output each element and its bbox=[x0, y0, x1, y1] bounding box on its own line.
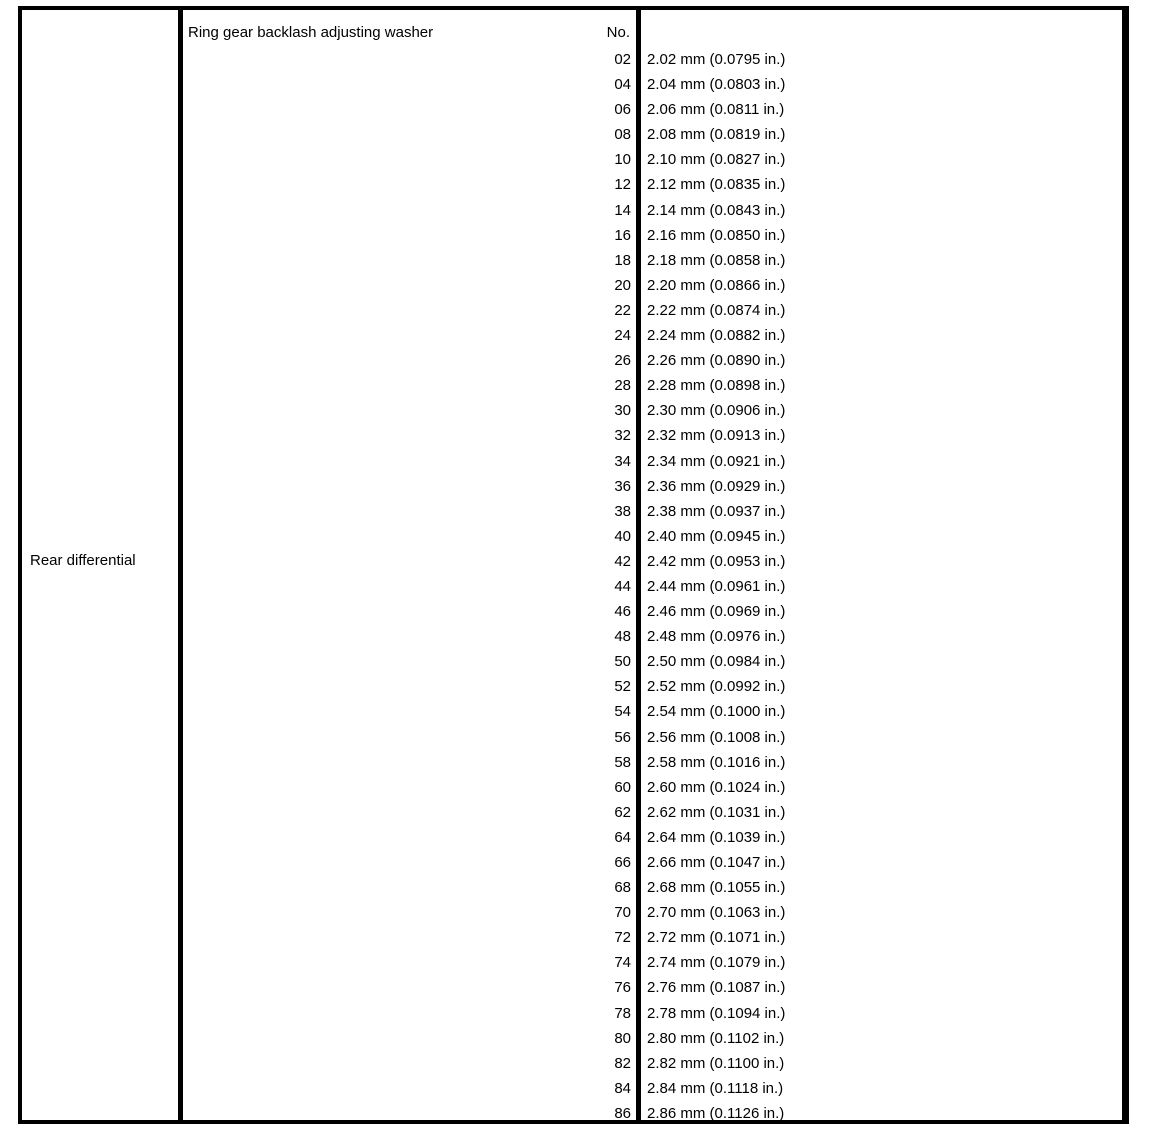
washer-thickness: 2.08 mm (0.0819 in.) bbox=[647, 126, 786, 144]
washer-thickness: 2.76 mm (0.1087 in.) bbox=[647, 979, 786, 997]
washer-number: 86 bbox=[614, 1104, 631, 1122]
washer-number: 76 bbox=[614, 979, 631, 997]
table-row bbox=[22, 423, 1125, 448]
table-row bbox=[22, 975, 1125, 1000]
table-row bbox=[22, 549, 1125, 574]
table-row bbox=[22, 47, 1125, 72]
washer-thickness: 2.66 mm (0.1047 in.) bbox=[647, 854, 786, 871]
washer-number: 60 bbox=[614, 778, 631, 796]
washer-number: 12 bbox=[614, 176, 631, 194]
washer-thickness: 2.86 mm (0.1126 in.) bbox=[647, 1104, 785, 1122]
washer-thickness: 2.64 mm (0.1039 in.) bbox=[647, 828, 786, 846]
table-row bbox=[22, 800, 1125, 825]
table-row bbox=[22, 248, 1125, 273]
washer-thickness: 2.52 mm (0.0992 in.) bbox=[647, 678, 786, 696]
table-row bbox=[22, 674, 1125, 699]
washer-number: 22 bbox=[614, 301, 631, 319]
washer-number: 36 bbox=[614, 477, 631, 495]
washer-number: 18 bbox=[614, 251, 631, 269]
washer-number: 02 bbox=[614, 51, 631, 68]
spec-table bbox=[18, 6, 1129, 1124]
washer-number: 40 bbox=[614, 527, 631, 545]
washer-thickness: 2.70 mm (0.1063 in.) bbox=[647, 904, 786, 922]
washer-number: 32 bbox=[614, 427, 631, 445]
washer-thickness: 2.60 mm (0.1024 in.) bbox=[647, 778, 786, 796]
washer-thickness: 2.30 mm (0.0906 in.) bbox=[647, 402, 786, 420]
washer-thickness: 2.06 mm (0.0811 in.) bbox=[647, 101, 785, 119]
washer-thickness: 2.50 mm (0.0984 in.) bbox=[647, 653, 786, 671]
table-row bbox=[22, 1026, 1125, 1051]
table-row bbox=[22, 875, 1125, 900]
washer-thickness: 2.46 mm (0.0969 in.) bbox=[647, 603, 786, 621]
washer-rows bbox=[22, 47, 1125, 1126]
table-row bbox=[22, 323, 1125, 348]
washer-number: 28 bbox=[614, 377, 631, 395]
table-row bbox=[22, 474, 1125, 499]
washer-number: 78 bbox=[614, 1004, 631, 1022]
table-row bbox=[22, 574, 1125, 599]
table-row bbox=[22, 147, 1125, 172]
washer-number: 04 bbox=[614, 76, 631, 94]
washer-number: 48 bbox=[614, 628, 631, 646]
table-row bbox=[22, 775, 1125, 800]
table-row bbox=[22, 198, 1125, 223]
washer-thickness: 2.56 mm (0.1008 in.) bbox=[647, 728, 786, 746]
washer-thickness: 2.72 mm (0.1071 in.) bbox=[647, 929, 786, 947]
washer-number: 26 bbox=[614, 352, 631, 370]
table-row bbox=[22, 1101, 1125, 1126]
washer-thickness: 2.54 mm (0.1000 in.) bbox=[647, 703, 786, 721]
washer-number: 46 bbox=[614, 603, 631, 621]
washer-thickness: 2.82 mm (0.1100 in.) bbox=[647, 1054, 785, 1072]
table-row bbox=[22, 172, 1125, 197]
washer-number: 08 bbox=[614, 126, 631, 144]
washer-thickness: 2.10 mm (0.0827 in.) bbox=[647, 151, 786, 169]
washer-thickness: 2.24 mm (0.0882 in.) bbox=[647, 327, 786, 345]
table-row bbox=[22, 1076, 1125, 1101]
washer-thickness: 2.22 mm (0.0874 in.) bbox=[647, 301, 786, 319]
table-row bbox=[22, 373, 1125, 398]
washer-thickness: 2.12 mm (0.0835 in.) bbox=[647, 176, 786, 194]
washer-number: 80 bbox=[614, 1029, 631, 1047]
washer-number: 84 bbox=[614, 1079, 631, 1097]
washer-number: 64 bbox=[614, 828, 631, 846]
washer-number: 72 bbox=[614, 929, 631, 947]
washer-thickness: 2.36 mm (0.0929 in.) bbox=[647, 477, 786, 495]
washer-thickness: 2.32 mm (0.0913 in.) bbox=[647, 427, 786, 445]
washer-number: 50 bbox=[614, 653, 631, 671]
washer-number: 30 bbox=[614, 402, 631, 420]
table-row bbox=[22, 1001, 1125, 1026]
washer-number: 58 bbox=[614, 753, 631, 771]
table-row bbox=[22, 725, 1125, 750]
washer-thickness: 2.38 mm (0.0937 in.) bbox=[647, 502, 786, 520]
table-row bbox=[22, 398, 1125, 423]
washer-number: 68 bbox=[614, 879, 631, 897]
washer-thickness: 2.68 mm (0.1055 in.) bbox=[647, 879, 786, 897]
washer-number: 74 bbox=[614, 954, 631, 972]
washer-thickness: 2.26 mm (0.0890 in.) bbox=[647, 352, 786, 370]
washer-number: 06 bbox=[614, 101, 631, 119]
washer-number: 66 bbox=[614, 854, 631, 871]
table-row bbox=[22, 499, 1125, 524]
washer-thickness: 2.28 mm (0.0898 in.) bbox=[647, 377, 786, 395]
component-label: Ring gear backlash adjusting washer bbox=[188, 24, 434, 41]
washer-number: 38 bbox=[614, 502, 631, 520]
washer-thickness: 2.40 mm (0.0945 in.) bbox=[647, 527, 786, 545]
washer-thickness: 2.04 mm (0.0803 in.) bbox=[647, 76, 786, 94]
washer-number: 82 bbox=[614, 1054, 631, 1072]
table-row bbox=[22, 223, 1125, 248]
washer-thickness: 2.02 mm (0.0795 in.) bbox=[647, 51, 786, 68]
washer-thickness: 2.84 mm (0.1118 in.) bbox=[647, 1079, 784, 1097]
table-row bbox=[22, 624, 1125, 649]
washer-thickness: 2.14 mm (0.0843 in.) bbox=[647, 201, 786, 219]
table-row bbox=[22, 97, 1125, 122]
washer-thickness: 2.48 mm (0.0976 in.) bbox=[647, 628, 786, 646]
washer-number: 62 bbox=[614, 803, 631, 821]
table-row bbox=[22, 449, 1125, 474]
washer-number: 44 bbox=[614, 577, 631, 595]
number-header: No. bbox=[606, 24, 630, 41]
washer-number: 14 bbox=[614, 201, 631, 219]
table-row bbox=[22, 950, 1125, 975]
washer-thickness: 2.42 mm (0.0953 in.) bbox=[647, 552, 786, 570]
washer-thickness: 2.34 mm (0.0921 in.) bbox=[647, 452, 786, 470]
table-row bbox=[22, 699, 1125, 724]
washer-number: 34 bbox=[614, 452, 631, 470]
table-row bbox=[22, 850, 1125, 875]
table-row bbox=[22, 649, 1125, 674]
table-row bbox=[22, 298, 1125, 323]
table-row bbox=[22, 273, 1125, 298]
system-label: Rear differential bbox=[30, 552, 136, 569]
washer-number: 24 bbox=[614, 327, 631, 345]
washer-number: 42 bbox=[614, 552, 631, 570]
table-row bbox=[22, 122, 1125, 147]
table-row bbox=[22, 72, 1125, 97]
washer-number: 20 bbox=[614, 276, 631, 294]
table-row bbox=[22, 925, 1125, 950]
table-row bbox=[22, 599, 1125, 624]
table-row bbox=[22, 825, 1125, 850]
washer-number: 10 bbox=[614, 151, 631, 169]
washer-number: 56 bbox=[614, 728, 631, 746]
washer-thickness: 2.20 mm (0.0866 in.) bbox=[647, 276, 786, 294]
table-row bbox=[22, 750, 1125, 775]
washer-thickness: 2.62 mm (0.1031 in.) bbox=[647, 803, 786, 821]
washer-thickness: 2.16 mm (0.0850 in.) bbox=[647, 226, 786, 244]
washer-number: 70 bbox=[614, 904, 631, 922]
washer-thickness: 2.80 mm (0.1102 in.) bbox=[647, 1029, 785, 1047]
washer-thickness: 2.78 mm (0.1094 in.) bbox=[647, 1004, 786, 1022]
washer-number: 16 bbox=[614, 226, 631, 244]
washer-thickness: 2.18 mm (0.0858 in.) bbox=[647, 251, 786, 269]
table-row bbox=[22, 900, 1125, 925]
washer-thickness: 2.58 mm (0.1016 in.) bbox=[647, 753, 786, 771]
washer-thickness: 2.74 mm (0.1079 in.) bbox=[647, 954, 786, 972]
table-row bbox=[22, 524, 1125, 549]
washer-thickness: 2.44 mm (0.0961 in.) bbox=[647, 577, 786, 595]
table-row bbox=[22, 1051, 1125, 1076]
washer-number: 52 bbox=[614, 678, 631, 696]
table-row bbox=[22, 348, 1125, 373]
washer-number: 54 bbox=[614, 703, 631, 721]
